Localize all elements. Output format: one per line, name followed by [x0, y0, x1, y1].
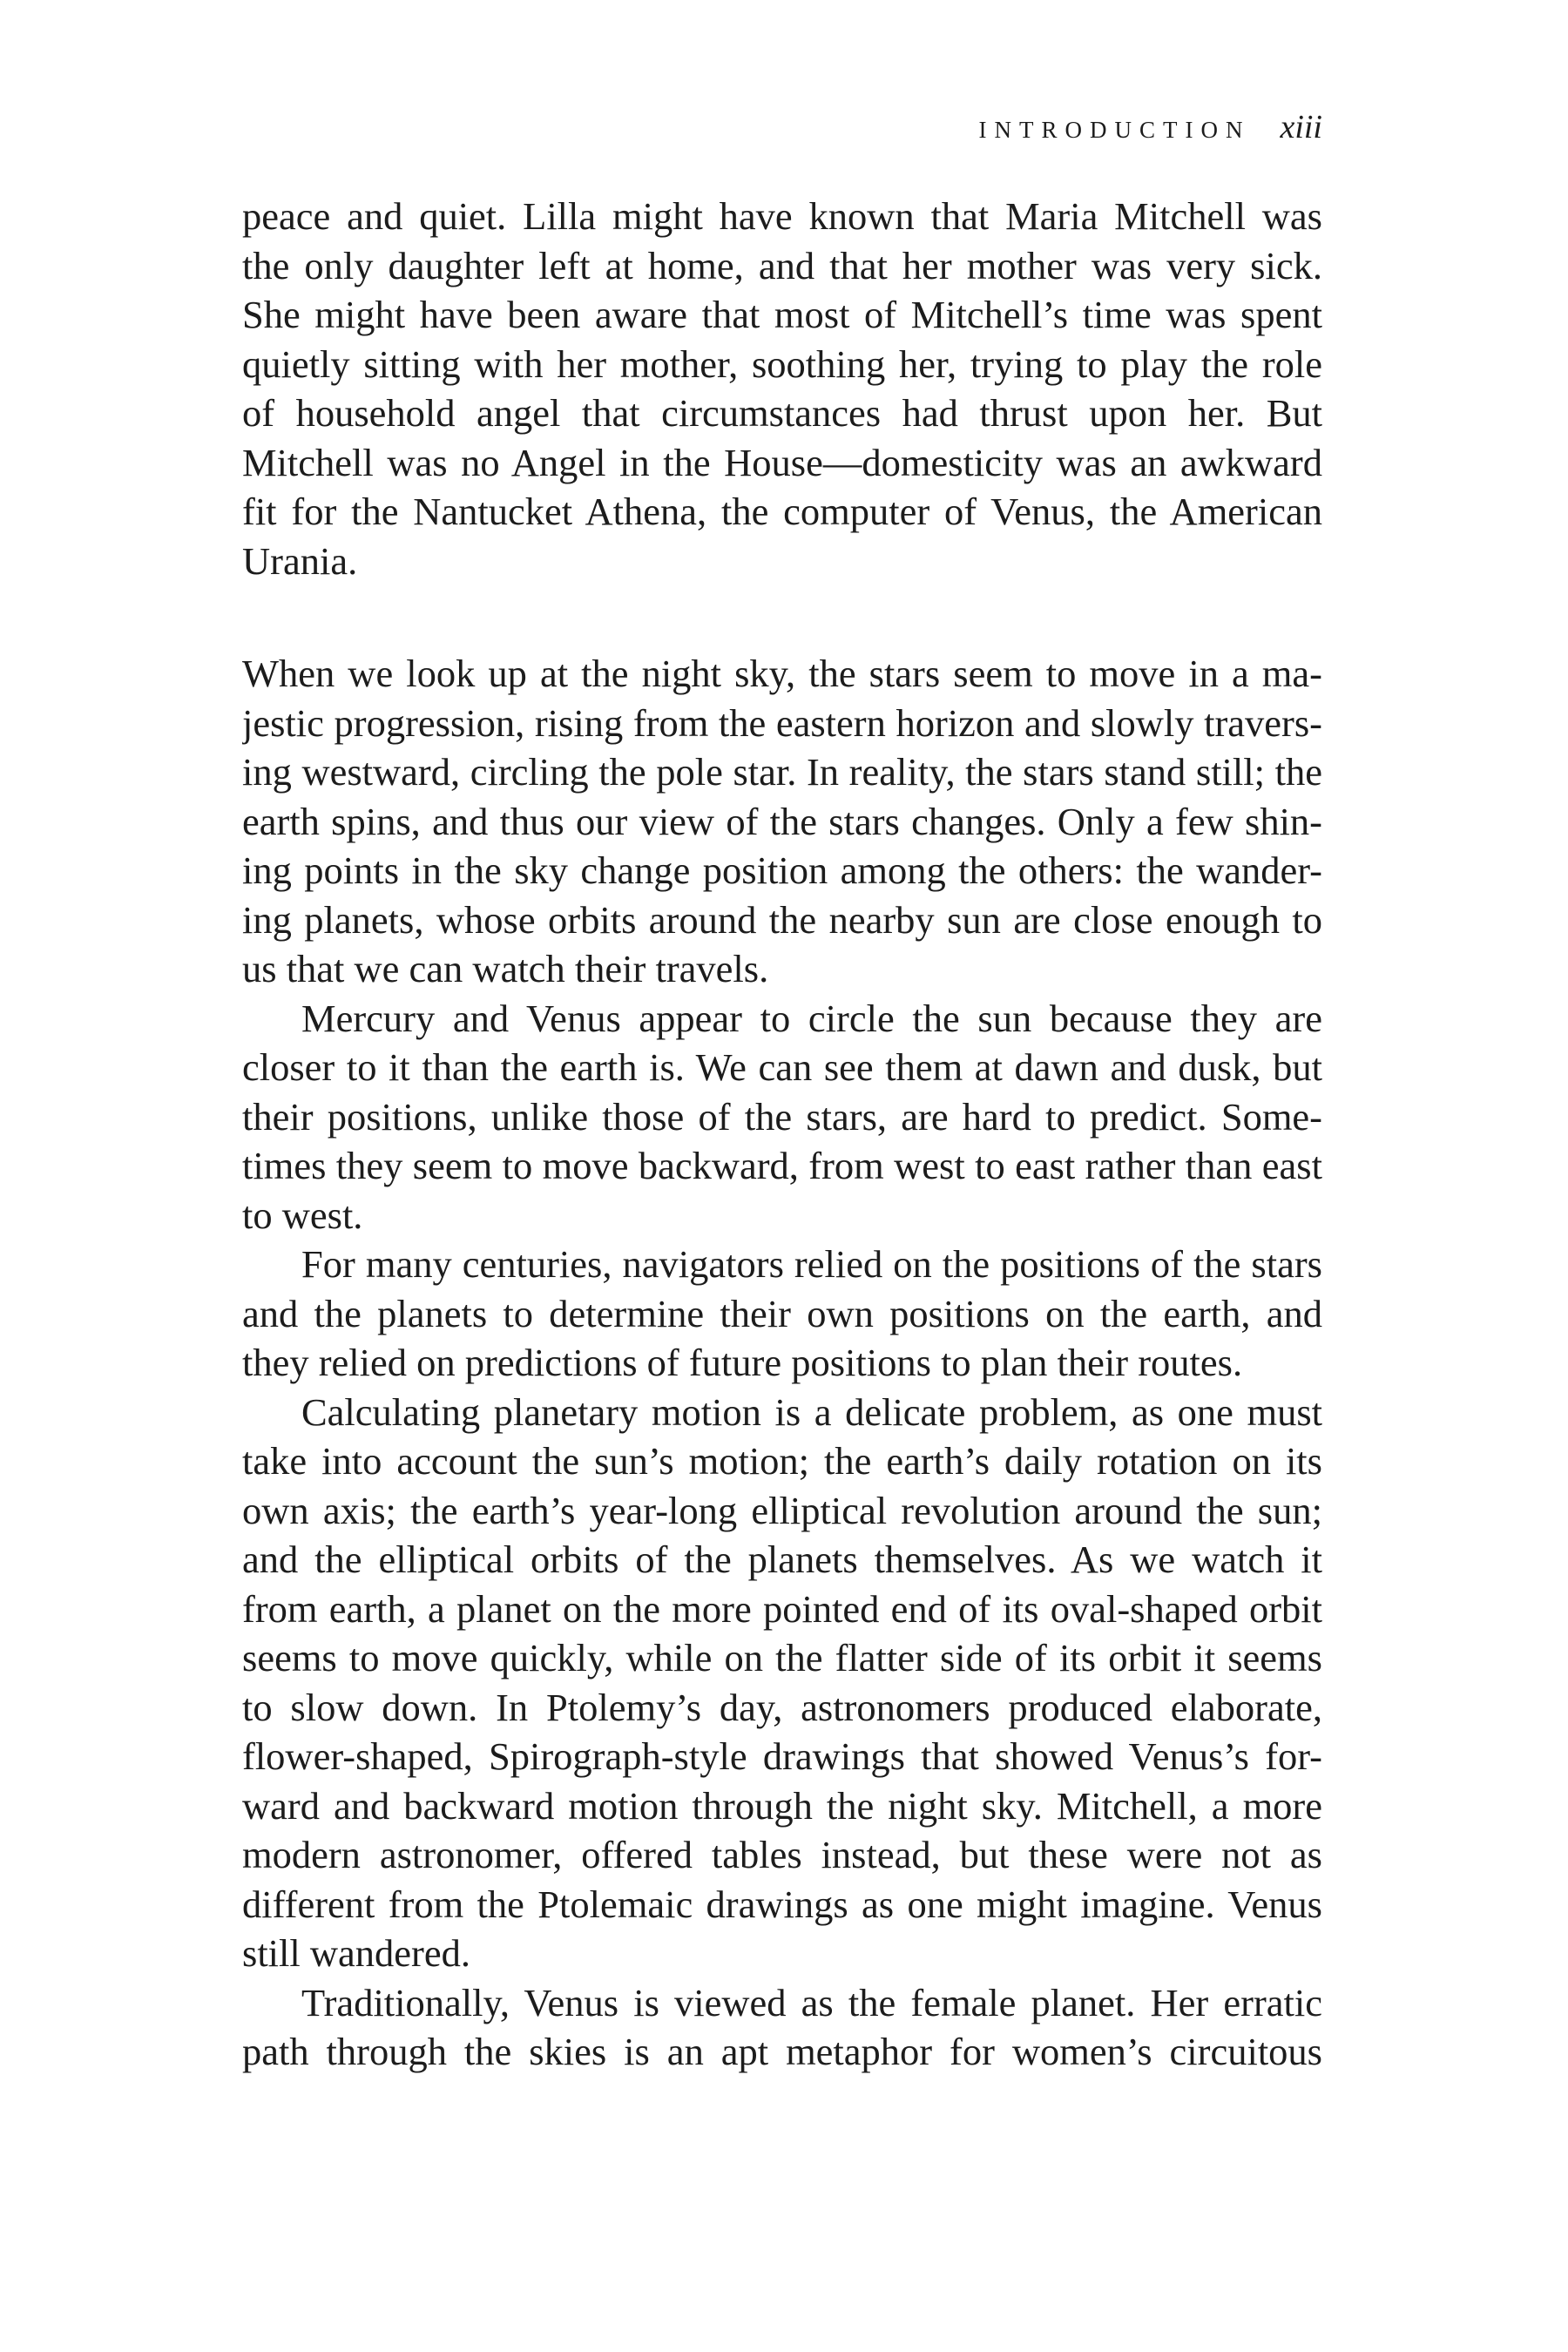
text-line: ing points in the sky change position among the others: the wander-	[242, 848, 1322, 892]
text-line: fit for the Nantucket Athena, the computer of Venus, the American	[242, 490, 1322, 533]
paragraph-continued	[242, 192, 1322, 585]
text-line: When we look up at the night sky, the stars seem to move in a ma-	[242, 652, 1322, 695]
text-line: ing planets, whose orbits around the nearby sun are close enough to	[242, 897, 1322, 942]
text-line: Traditionally, Venus is viewed as the female planet. Her erratic	[301, 1980, 1322, 2024]
text-line: For many centuries, navigators relied on the positions of the stars	[301, 1242, 1322, 1286]
text-line: to slow down. In Ptolemy’s day, astronomers produced elaborate,	[242, 1685, 1322, 1729]
text-line: Mitchell was no Angel in the House—domesticity was an awkward	[242, 440, 1322, 484]
running-head	[242, 101, 1322, 156]
text-line: the only daughter left at home, and that her mother was very sick.	[242, 243, 1322, 287]
text-line: path through the skies is an apt metaphor for women’s circuitous	[242, 2030, 1322, 2073]
paragraph-mercury-venus	[242, 994, 1322, 1240]
paragraph-night-sky	[242, 649, 1322, 994]
running-head-title: INTRODUCTION	[978, 117, 1251, 143]
text-line: and the planets to determine their own positions on the earth, and	[242, 1291, 1322, 1335]
text-line: own axis; the earth’s year-long elliptical revolution around the sun;	[242, 1488, 1322, 1532]
text-line: to west.	[242, 1193, 363, 1237]
text-line: earth spins, and thus our view of the stars changes. Only a few shin-	[242, 799, 1322, 843]
text-line: take into account the sun’s motion; the earth’s daily rotation on its	[242, 1439, 1322, 1483]
text-line: Calculating planetary motion is a delicate problem, as one must	[301, 1389, 1322, 1434]
text-line: still wandered.	[242, 1931, 470, 1975]
text-line: different from the Ptolemaic drawings as one might imagine. Venus	[242, 1882, 1322, 1926]
text-line: times they seem to move backward, from west to east rather than east	[242, 1144, 1322, 1187]
text-line: of household angel that circumstances had thrust upon her. But	[242, 391, 1322, 435]
text-line: us that we can watch their travels.	[242, 947, 769, 990]
paragraph-female-planet	[242, 1978, 1322, 2077]
text-line: seems to move quickly, while on the flatter side of its orbit it seems	[242, 1636, 1322, 1680]
text-line: flower-shaped, Spirograph-style drawings that showed Venus’s for-	[242, 1734, 1322, 1778]
page-number: xiii	[1280, 109, 1322, 145]
text-line: ing westward, circling the pole star. In reality, the stars stand still; the	[242, 750, 1322, 794]
text-line: peace and quiet. Lilla might have known that Maria Mitchell was	[242, 194, 1322, 238]
text-line: from earth, a planet on the more pointed end of its oval-shaped orbit	[242, 1586, 1322, 1631]
text-line: modern astronomer, offered tables instead, but these were not as	[242, 1833, 1322, 1876]
text-line: and the elliptical orbits of the planets themselves. As we watch it	[242, 1538, 1322, 1581]
text-line: jestic progression, rising from the eastern horizon and slowly travers-	[242, 700, 1322, 745]
paragraph-navigators	[242, 1240, 1322, 1388]
body-text	[242, 192, 1322, 2077]
paragraph-planetary-motion	[242, 1388, 1322, 1978]
text-line: Urania.	[242, 538, 358, 583]
text-line: She might have been aware that most of Mitchell’s time was spent	[242, 293, 1322, 336]
text-line: their positions, unlike those of the stars, are hard to predict. Some-	[242, 1094, 1322, 1139]
text-line: they relied on predictions of future positions to plan their routes.	[242, 1341, 1243, 1384]
text-line: closer to it than the earth is. We can see them at dawn and dusk, but	[242, 1045, 1322, 1089]
section-break	[242, 585, 1322, 649]
text-line: quietly sitting with her mother, soothing her, trying to play the role	[242, 341, 1322, 386]
text-line: ward and backward motion through the night sky. Mitchell, a more	[242, 1783, 1322, 1828]
text-line: Mercury and Venus appear to circle the sun because they are	[301, 996, 1322, 1040]
